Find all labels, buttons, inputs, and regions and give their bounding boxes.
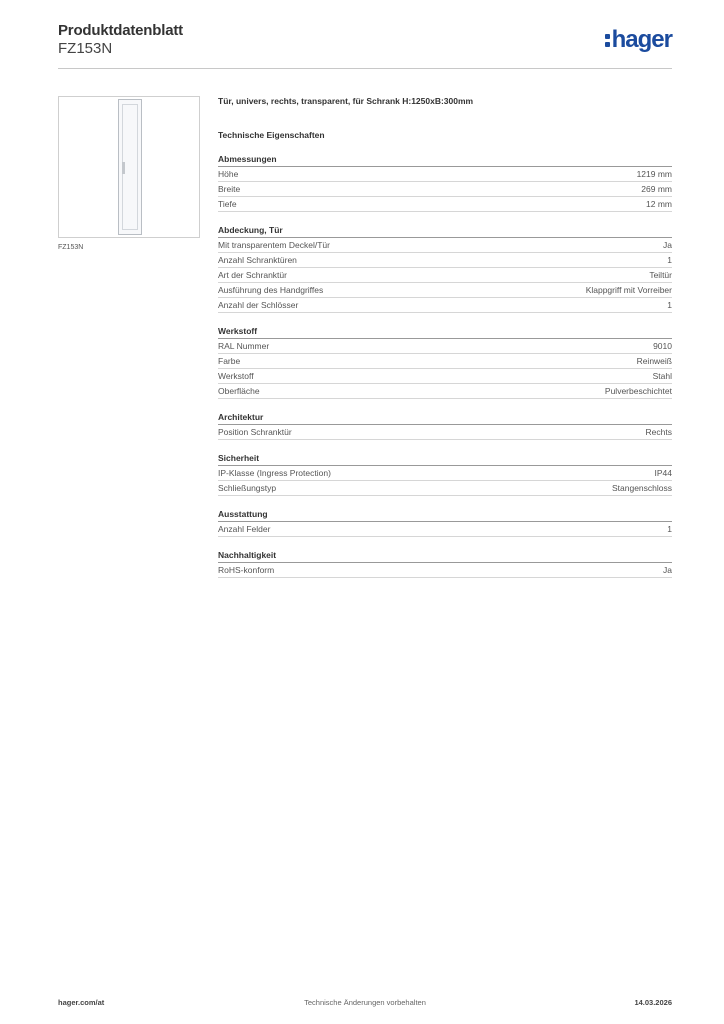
spec-label: Anzahl Felder [218, 524, 271, 534]
spec-section [218, 549, 672, 578]
hager-logo [605, 28, 672, 52]
image-caption: FZ153N [58, 244, 84, 251]
section-title: Sicherheit [218, 452, 672, 466]
spec-label: Farbe [218, 356, 241, 366]
spec-sections [218, 153, 672, 578]
spec-section [218, 153, 672, 212]
spec-value: 1219 mm [636, 169, 672, 179]
logo-text: hager [611, 26, 672, 53]
spec-value: IP44 [654, 468, 672, 478]
footer-website[interactable]: hager.com/at [58, 998, 105, 1007]
spec-label: Höhe [218, 169, 239, 179]
spec-label: Schließungstyp [218, 483, 277, 493]
footer-disclaimer: Technische Änderungen vorbehalten [304, 998, 426, 1007]
spec-value: Teiltür [649, 270, 672, 280]
spec-section [218, 508, 672, 537]
spec-row [218, 298, 672, 313]
header-divider [58, 68, 672, 69]
spec-row [218, 466, 672, 481]
spec-section [218, 224, 672, 313]
section-title: Werkstoff [218, 325, 672, 339]
spec-row [218, 522, 672, 537]
spec-row [218, 182, 672, 197]
spec-value: Ja [663, 565, 672, 575]
spec-label: Werkstoff [218, 371, 254, 381]
section-title: Nachhaltigkeit [218, 549, 672, 563]
spec-value: Ja [663, 240, 672, 250]
spec-row [218, 384, 672, 399]
spec-section [218, 411, 672, 440]
section-title: Abdeckung, Tür [218, 224, 672, 238]
spec-row [218, 167, 672, 182]
spec-label: Art der Schranktür [218, 270, 287, 280]
spec-row [218, 563, 672, 578]
spec-row [218, 369, 672, 384]
spec-label: Mit transparentem Deckel/Tür [218, 240, 330, 250]
spec-value: Stangenschloss [611, 483, 672, 493]
spec-label: RoHS-konform [218, 565, 275, 575]
spec-label: Ausführung des Handgriffes [218, 285, 324, 295]
page-header [58, 22, 672, 68]
spec-label: Position Schranktür [218, 427, 292, 437]
logo-dots-icon [605, 32, 610, 48]
spec-value: 9010 [653, 341, 672, 351]
spec-row [218, 481, 672, 496]
page-footer [58, 998, 672, 1010]
spec-row [218, 425, 672, 440]
spec-value: 269 mm [641, 184, 672, 194]
spec-value: 1 [667, 524, 672, 534]
document-title: Produktdatenblatt [58, 22, 183, 39]
spec-section [218, 452, 672, 496]
spec-content [218, 96, 672, 578]
door-handle [122, 162, 125, 174]
spec-value: Stahl [652, 371, 672, 381]
spec-value: 1 [667, 255, 672, 265]
spec-row [218, 268, 672, 283]
spec-value: Pulverbeschichtet [604, 386, 672, 396]
section-title: Abmessungen [218, 153, 672, 167]
spec-row [218, 283, 672, 298]
spec-label: IP-Klasse (Ingress Protection) [218, 468, 331, 478]
spec-value: Klappgriff mit Vorreiber [585, 285, 672, 295]
spec-label: Anzahl Schranktüren [218, 255, 297, 265]
spec-label: Tiefe [218, 199, 237, 209]
spec-value: 1 [667, 300, 672, 310]
spec-section [218, 325, 672, 399]
section-title: Architektur [218, 411, 672, 425]
section-title: Ausstattung [218, 508, 672, 522]
spec-label: Oberfläche [218, 386, 260, 396]
product-description: Tür, univers, rechts, transparent, für Schrank H:1250xB:300mm [218, 96, 474, 106]
product-code: FZ153N [58, 40, 113, 57]
spec-label: Breite [218, 184, 241, 194]
spec-value: Reinweiß [636, 356, 672, 366]
tech-properties-heading: Technische Eigenschaften [218, 130, 325, 140]
spec-row [218, 339, 672, 354]
cabinet-door-icon [118, 99, 142, 235]
footer-date: 14.03.2026 [634, 998, 672, 1007]
spec-label: Anzahl der Schlösser [218, 300, 299, 310]
spec-label: RAL Nummer [218, 341, 270, 351]
spec-value: Rechts [645, 427, 672, 437]
spec-row [218, 238, 672, 253]
product-image [58, 96, 200, 238]
spec-row [218, 354, 672, 369]
spec-row [218, 197, 672, 212]
spec-row [218, 253, 672, 268]
spec-value: 12 mm [646, 199, 672, 209]
